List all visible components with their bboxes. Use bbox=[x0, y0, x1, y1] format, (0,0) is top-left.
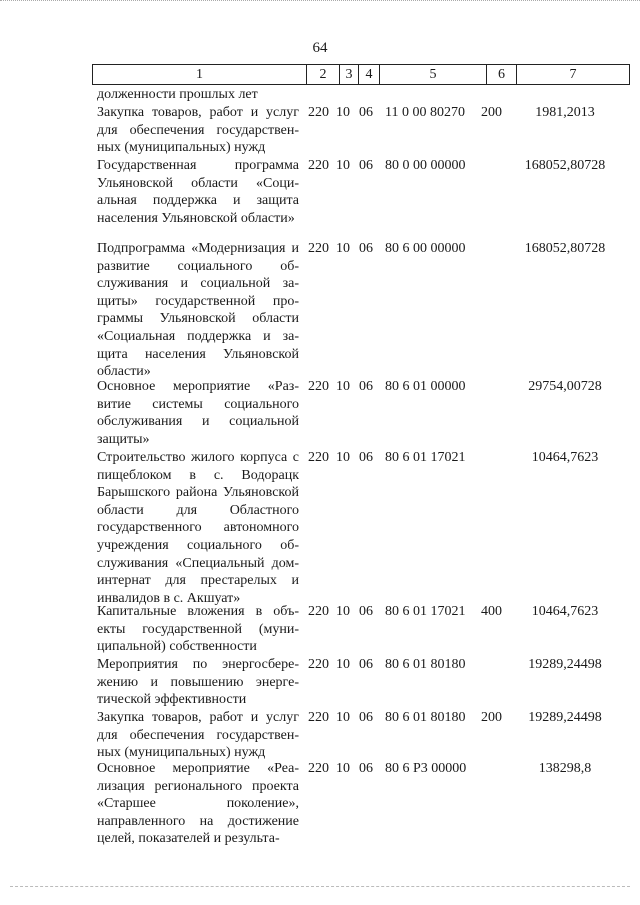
header-col-5: 5 bbox=[380, 65, 487, 84]
page-number: 64 bbox=[312, 40, 328, 56]
row-code-target: 80 0 00 00000 bbox=[385, 158, 466, 173]
row-name: Основное мероприятие «Развитие системы социального обслуживания и социальной защиты» bbox=[97, 379, 299, 447]
row-code-expense-type: 400 bbox=[481, 604, 502, 619]
row-code-section: 10 bbox=[336, 450, 350, 465]
row-code-ministry: 220 bbox=[308, 604, 329, 619]
row-code-ministry: 220 bbox=[308, 450, 329, 465]
row-code-subsection: 06 bbox=[359, 657, 373, 672]
row-name: Капитальные вложения в объекты государственной (муниципальной) собственности bbox=[97, 604, 299, 655]
row-code-section: 10 bbox=[336, 241, 350, 256]
row-code-section: 10 bbox=[336, 710, 350, 725]
bottom-scan-edge bbox=[10, 886, 630, 887]
row-amount: 19289,24498 bbox=[528, 710, 602, 725]
row-code-target: 80 6 01 17021 bbox=[385, 604, 466, 619]
row-code-expense-type: 200 bbox=[481, 105, 502, 120]
row-amount: 10464,7623 bbox=[531, 604, 599, 619]
header-col-7: 7 bbox=[517, 65, 630, 84]
row-code-section: 10 bbox=[336, 158, 350, 173]
row-code-ministry: 220 bbox=[308, 710, 329, 725]
row-code-subsection: 06 bbox=[359, 379, 373, 394]
row-code-subsection: 06 bbox=[359, 604, 373, 619]
row-code-subsection: 06 bbox=[359, 158, 373, 173]
row-code-section: 10 bbox=[336, 761, 350, 776]
row-code-ministry: 220 bbox=[308, 105, 329, 120]
row-code-subsection: 06 bbox=[359, 105, 373, 120]
row-name: Закупка товаров, работ и услуг для обеспечения государственных (муниципальных) нужд bbox=[97, 105, 299, 156]
row-code-target: 80 6 01 17021 bbox=[385, 450, 466, 465]
row-code-ministry: 220 bbox=[308, 379, 329, 394]
row-code-subsection: 06 bbox=[359, 241, 373, 256]
header-col-6: 6 bbox=[487, 65, 517, 84]
row-code-target: 80 6 P3 00000 bbox=[385, 761, 467, 776]
row-code-subsection: 06 bbox=[359, 450, 373, 465]
row-code-subsection: 06 bbox=[359, 761, 373, 776]
row-code-section: 10 bbox=[336, 604, 350, 619]
row-amount: 29754,00728 bbox=[528, 379, 602, 394]
row-amount: 168052,80728 bbox=[524, 241, 606, 256]
header-col-3: 3 bbox=[340, 65, 359, 84]
row-code-target: 80 6 01 80180 bbox=[385, 710, 466, 725]
row-name: Государственная программа Ульяновской области «Социальная поддержка и защита населения Ульяновской области» bbox=[97, 158, 299, 226]
row-amount: 138298,8 bbox=[538, 761, 592, 776]
row-name: Мероприятия по энергосбережению и повышению энергетической эффективности bbox=[97, 657, 299, 708]
row-code-target: 11 0 00 80270 bbox=[385, 105, 465, 120]
row-name: Строительство жилого корпуса с пищеблоком в с. Водорацк Барышского района Ульяновской области для Областного государственного автономного учреждения социального обслуживания «Специальный дом-интернат для престарелых и инвалидов в с. Акшуат» bbox=[97, 450, 299, 606]
row-amount: 1981,2013 bbox=[535, 105, 595, 120]
row-code-expense-type: 200 bbox=[481, 710, 502, 725]
row-name: Основное мероприятие «Реализация регионального проекта «Старшее поколение», направленного на достижение целей, показателей и результа- bbox=[97, 761, 299, 847]
row-code-section: 10 bbox=[336, 105, 350, 120]
top-scan-edge bbox=[0, 0, 640, 7]
row-name: Закупка товаров, работ и услуг для обеспечения государственных (муниципальных) нужд bbox=[97, 710, 299, 761]
row-code-section: 10 bbox=[336, 657, 350, 672]
row-code-ministry: 220 bbox=[308, 657, 329, 672]
row-code-section: 10 bbox=[336, 379, 350, 394]
row-code-target: 80 6 01 80180 bbox=[385, 657, 466, 672]
row-code-ministry: 220 bbox=[308, 241, 329, 256]
row-amount: 10464,7623 bbox=[531, 450, 599, 465]
header-col-2: 2 bbox=[307, 65, 340, 84]
row-name: долженности прошлых лет bbox=[97, 87, 258, 102]
row-code-subsection: 06 bbox=[359, 710, 373, 725]
row-amount: 19289,24498 bbox=[528, 657, 602, 672]
row-code-ministry: 220 bbox=[308, 158, 329, 173]
header-col-4: 4 bbox=[359, 65, 380, 84]
row-code-target: 80 6 00 00000 bbox=[385, 241, 466, 256]
row-amount: 168052,80728 bbox=[524, 158, 606, 173]
row-code-ministry: 220 bbox=[308, 761, 329, 776]
header-col-1: 1 bbox=[93, 65, 307, 84]
row-code-target: 80 6 01 00000 bbox=[385, 379, 466, 394]
row-name: Подпрограмма «Модернизация и развитие социального обслуживания и социальной защиты» государственной программы Ульяновской области «Социальная поддержка и защита населения Ульяновской области» bbox=[97, 241, 299, 380]
table-header bbox=[92, 64, 630, 85]
